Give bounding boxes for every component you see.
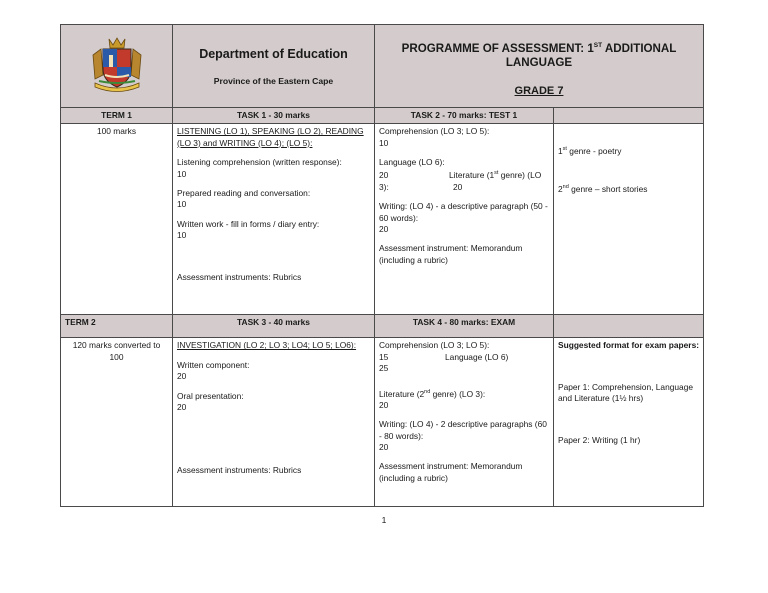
paper1-note: Paper 1: Comprehension, Language and Literature (1½ hrs)	[558, 381, 694, 404]
term2-bar	[61, 315, 704, 338]
province-name: Province of the Eastern Cape	[213, 76, 334, 87]
department-name: Department of Education	[199, 47, 348, 62]
header-row	[61, 25, 704, 108]
task1-item-label: Listening comprehension (written response):	[177, 157, 342, 168]
term2-row	[61, 338, 704, 507]
task1-item-label: Prepared reading and conversation:	[177, 188, 311, 199]
task4-cell	[375, 338, 554, 507]
programme-title: PROGRAMME OF ASSESSMENT: 1ST ADDITIONAL LANGUAGE	[401, 41, 677, 69]
task2-instrument: Assessment instrument: Memorandum (including a rubric)	[379, 243, 523, 265]
task2-cell	[375, 124, 554, 315]
task3-label: TASK 3 - 40 marks	[173, 315, 375, 338]
term1-notes-cell	[554, 124, 704, 315]
task3-item-label: Oral presentation:	[177, 390, 244, 401]
term1-label: TERM 1	[61, 108, 173, 124]
task2-writing-value: 20	[379, 224, 389, 235]
coat-of-arms-icon	[89, 35, 145, 93]
task4-comp-lang-line	[379, 352, 549, 363]
term2-label: TERM 2	[61, 315, 173, 338]
grade-title: GRADE 7	[514, 84, 564, 97]
task4-writing-value: 20	[379, 442, 389, 453]
task2-comprehension-value: 10	[379, 137, 389, 148]
task1-cell	[173, 124, 375, 315]
term1-bar-empty	[554, 108, 704, 124]
task4-literature-label: Literature (2nd genre) (LO 3):	[379, 388, 486, 399]
task3-item-value: 20	[177, 371, 187, 382]
task1-item-value: 10	[177, 230, 187, 241]
term1-row	[61, 124, 704, 315]
task1-item-label: Written work - fill in forms / diary entry:	[177, 218, 320, 229]
task4-writing-label: Writing: (LO 4) - 2 descriptive paragraphs (60 - 80 words):	[379, 419, 547, 441]
task2-writing-label: Writing: (LO 4) - a descriptive paragraph (50 - 60 words):	[379, 201, 548, 223]
genre1-note: 1st genre - poetry	[558, 146, 622, 157]
task1-item-value: 10	[177, 199, 187, 210]
term2-marks: 120 marks converted to 100	[61, 338, 173, 507]
assessment-table	[60, 24, 704, 507]
task3-cell	[173, 338, 375, 507]
term1-marks: 100 marks	[61, 124, 173, 315]
task4-comprehension-label: Comprehension (LO 3; LO 5):	[379, 340, 490, 351]
task2-label: TASK 2 - 70 marks: TEST 1	[375, 108, 554, 124]
task2-language-literature-line	[379, 169, 549, 182]
task1-item-value: 10	[177, 168, 187, 179]
task4-instrument: Assessment instrument: Memorandum (including a rubric)	[379, 461, 523, 483]
task3-heading: INVESTIGATION (LO 2; LO 3; LO4; LO 5; LO6):	[177, 340, 357, 351]
task2-literature-line2: 3): 20	[379, 181, 463, 192]
task2-literature-value: 20	[453, 181, 463, 192]
page-number: 1	[381, 515, 387, 525]
task4-label: TASK 4 - 80 marks: EXAM	[375, 315, 554, 338]
department-cell	[173, 25, 375, 108]
paper2-note: Paper 2: Writing (1 hr)	[558, 434, 641, 445]
task1-label: TASK 1 - 30 marks	[173, 108, 375, 124]
task3-item-label: Written component:	[177, 359, 250, 370]
term2-bar-empty	[554, 315, 704, 338]
exam-format-heading: Suggested format for exam papers:	[558, 340, 700, 351]
task3-item-value: 20	[177, 402, 187, 413]
task2-language-value: 20	[379, 170, 389, 181]
term2-notes-cell	[554, 338, 704, 507]
task4-literature-value: 20	[379, 399, 389, 410]
task1-instrument: Assessment instruments: Rubrics	[177, 271, 302, 282]
task1-heading: LISTENING (LO 1), SPEAKING (LO 2), READING (LO 3) and WRITING (LO 4); (LO 5):	[177, 126, 364, 148]
task4-language-label: Language (LO 6)	[445, 351, 509, 362]
logo-cell	[61, 25, 173, 108]
task4-language-value: 25	[379, 363, 389, 374]
task4-comprehension-value: 15	[379, 351, 389, 362]
task2-language-label: Language (LO 6):	[379, 157, 445, 168]
task2-comprehension-label: Comprehension (LO 3; LO 5):	[379, 126, 490, 137]
term1-bar	[61, 108, 704, 124]
programme-cell	[375, 25, 704, 108]
task2-literature-label: Literature (1st genre) (LO	[449, 170, 542, 181]
task3-instrument: Assessment instruments: Rubrics	[177, 465, 302, 476]
genre2-note: 2nd genre – short stories	[558, 183, 648, 194]
